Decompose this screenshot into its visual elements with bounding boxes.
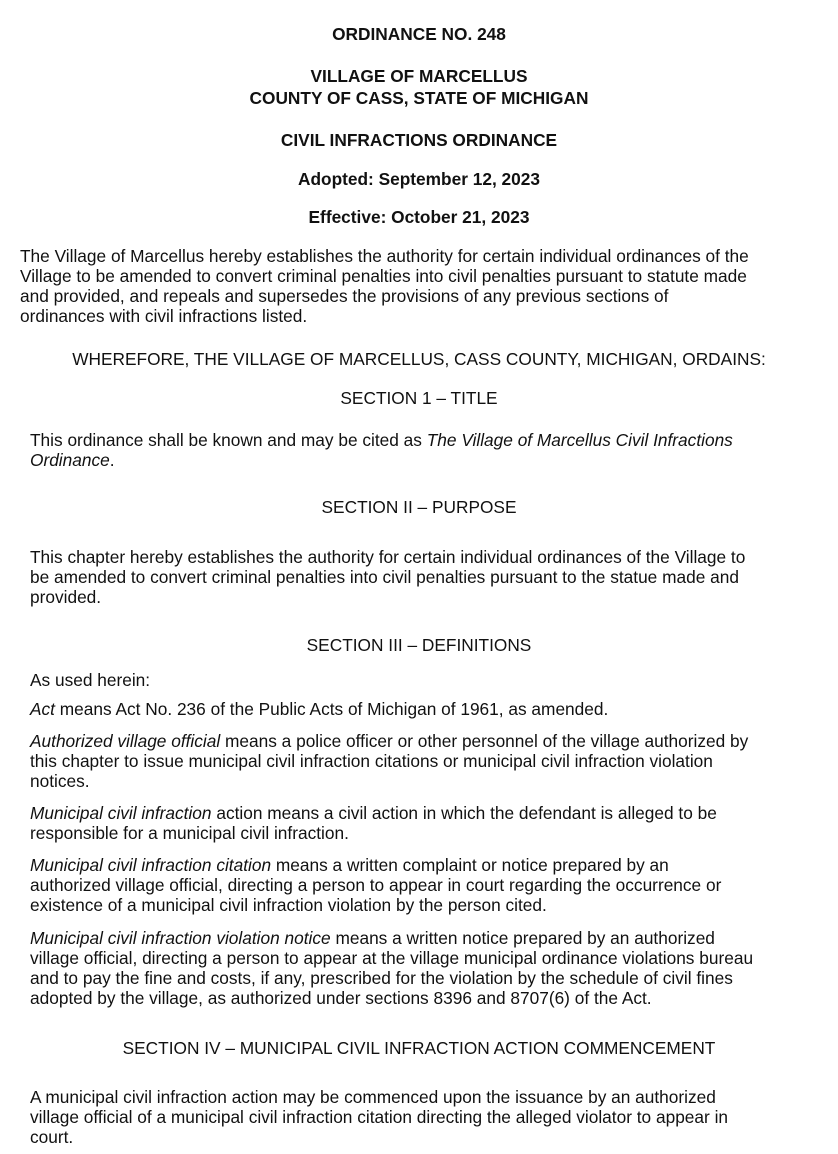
effective-date: Effective: October 21, 2023 (308, 207, 530, 227)
section-4-line: court. (30, 1127, 74, 1147)
definition-citation (30, 855, 721, 915)
section-4-paragraph (30, 1087, 728, 1147)
definition-term: Municipal civil infraction (30, 803, 212, 823)
ordinance-number: ORDINANCE NO. 248 (332, 24, 506, 44)
definition-violation-notice (30, 928, 753, 1008)
section-1-cited-title-cont: Ordinance (30, 450, 110, 470)
section-1-heading: SECTION 1 – TITLE (340, 388, 498, 408)
section-4-line: village official of a municipal civil infraction citation directing the alleged violator to appear in (30, 1107, 729, 1127)
preamble-line: and provided, and repeals and supersedes the provisions of any previous sections of (20, 286, 669, 306)
county-state: COUNTY OF CASS, STATE OF MICHIGAN (249, 88, 589, 108)
preamble-line: The Village of Marcellus hereby establishes the authority for certain individual ordinances of the (20, 246, 749, 266)
section-1-paragraph (30, 430, 733, 470)
section-4-line: A municipal civil infraction action may be commenced upon the issuance by an authorized (30, 1087, 716, 1107)
definition-text: means a written complaint or notice prepared by an (271, 855, 669, 875)
definition-text: notices. (30, 771, 90, 791)
section-2-line: provided. (30, 587, 102, 607)
section-1-period: . (109, 450, 115, 470)
definition-text: this chapter to issue municipal civil infraction citations or municipal civil infraction violation (30, 751, 713, 771)
definitions-intro: As used herein: (30, 670, 151, 690)
definition-term: Act (30, 699, 55, 719)
definition-text: means a written notice prepared by an authorized (330, 928, 715, 948)
preamble-line: ordinances with civil infractions listed. (20, 306, 308, 326)
definition-text: and to pay the fine and costs, if any, prescribed for the violation by the schedule of civil fines (30, 968, 733, 988)
definition-text: existence of a municipal civil infraction violation by the person cited. (30, 895, 547, 915)
definition-term: Authorized village official (30, 731, 221, 751)
preamble-line: Village to be amended to convert criminal penalties into civil penalties pursuant to statute made (20, 266, 747, 286)
definition-text: village official, directing a person to appear at the village municipal ordinance violations bureau (30, 948, 754, 968)
definition-municipal-civil-infraction (30, 803, 717, 843)
ordinance-title: CIVIL INFRACTIONS ORDINANCE (280, 130, 558, 150)
section-2-line: be amended to convert criminal penalties into civil penalties pursuant to the statue made and (30, 567, 739, 587)
definition-text: means Act No. 236 of the Public Acts of Michigan of 1961, as amended. (54, 699, 609, 719)
definition-text: action means a civil action in which the defendant is alleged to be (211, 803, 717, 823)
definition-term: Municipal civil infraction citation (30, 855, 272, 875)
section-1-cited-title: The Village of Marcellus Civil Infractions (426, 430, 733, 450)
preamble-paragraph (20, 246, 749, 326)
section-2-heading: SECTION II – PURPOSE (321, 497, 517, 517)
section-2-line: This chapter hereby establishes the authority for certain individual ordinances of the Village to (30, 547, 746, 567)
definition-act (30, 699, 608, 719)
wherefore-clause: WHEREFORE, THE VILLAGE OF MARCELLUS, CASS COUNTY, MICHIGAN, ORDAINS: (72, 349, 766, 369)
adopted-date: Adopted: September 12, 2023 (297, 169, 540, 189)
definition-term: Municipal civil infraction violation notice (30, 928, 331, 948)
section-2-paragraph (30, 547, 745, 607)
definition-text: adopted by the village, as authorized under sections 8396 and 8707(6) of the Act. (30, 988, 652, 1008)
definition-text: authorized village official, directing a person to appear in court regarding the occurrence or (30, 875, 722, 895)
definition-text: means a police officer or other personnel of the village authorized by (220, 731, 749, 751)
section-1-text: This ordinance shall be known and may be cited as (30, 430, 427, 450)
section-3-heading: SECTION III – DEFINITIONS (306, 635, 532, 655)
village-name: VILLAGE OF MARCELLUS (310, 66, 528, 86)
definition-text: responsible for a municipal civil infraction. (30, 823, 349, 843)
section-4-heading: SECTION IV – MUNICIPAL CIVIL INFRACTION ACTION COMMENCEMENT (122, 1038, 716, 1058)
definition-authorized-village-official (30, 731, 748, 791)
